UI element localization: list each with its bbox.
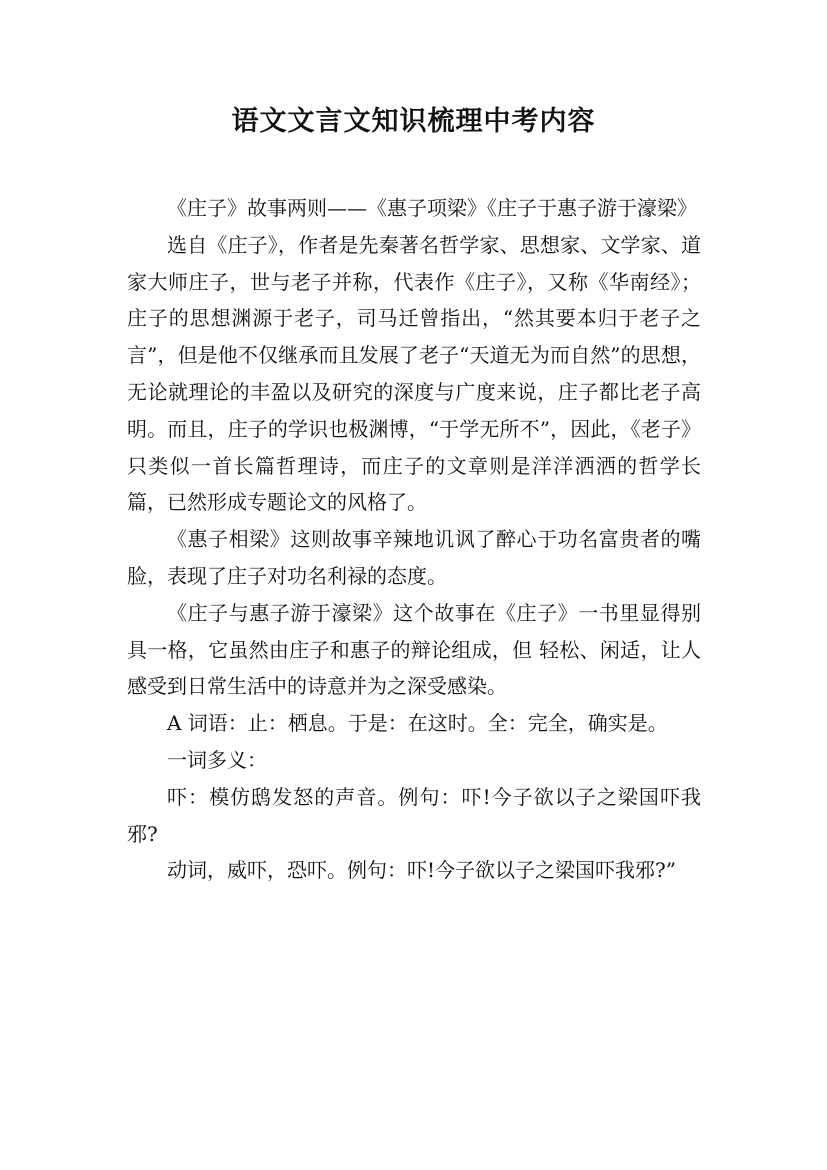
document-title: 语文文言文知识梳理中考内容: [231, 106, 596, 137]
paragraph-vocabulary: A 词语：止：栖息。于是：在这时。全：完全，确实是。: [167, 711, 668, 736]
paragraph-huizi-xiangliang: 《惠子相梁》这则故事辛辣地讥讽了醉心于功名富贵者的嘴脸，表现了庄子对功名利禄的态度。: [127, 527, 701, 588]
paragraph-story-titles: 《庄子》故事两则——《惠子项梁》《庄子于惠子游于濠梁》: [167, 196, 697, 220]
document-body: [127, 190, 701, 889]
paragraph-polysemy-item-1: 吓：模仿鸱发怒的声音。例句：吓!今子欲以子之梁国吓我邪?: [127, 784, 701, 846]
paragraph-polysemy-heading: 一词多义：: [167, 747, 267, 772]
paragraph-author-intro: 选自《庄子》，作者是先秦著名哲学家、思想家、文学家、道家大师庄子，世与老子并称，代表作《庄子》，又称《华南经》；庄子的思想渊源于老子，司马迁曾指出，“然其要本归于老子之言”，但是他不仅继承而且发展了老子“天道无为而自然”的思想，无论就理论的丰盈以及研究的深度与广度来说，庄子都比老子高明。而且，庄子的学识也极渊博，“于学无所不”，因此，《老子》只类似一首长篇哲理诗，而庄子的文章则是洋洋洒洒的哲学长篇，已然形成专题论文的风格了。: [127, 232, 701, 515]
paragraph-polysemy-item-2: 动词，威吓，恐吓。例句：吓!今子欲以子之梁国吓我邪?”: [167, 858, 676, 883]
paragraph-haoliang-story: 《庄子与惠子游于濠梁》这个故事在《庄子》一书里显得别具一格，它虽然由庄子和惠子的辩论组成，但 轻松、闲适，让人感受到日常生活中的诗意并为之深受感染。: [127, 600, 701, 699]
